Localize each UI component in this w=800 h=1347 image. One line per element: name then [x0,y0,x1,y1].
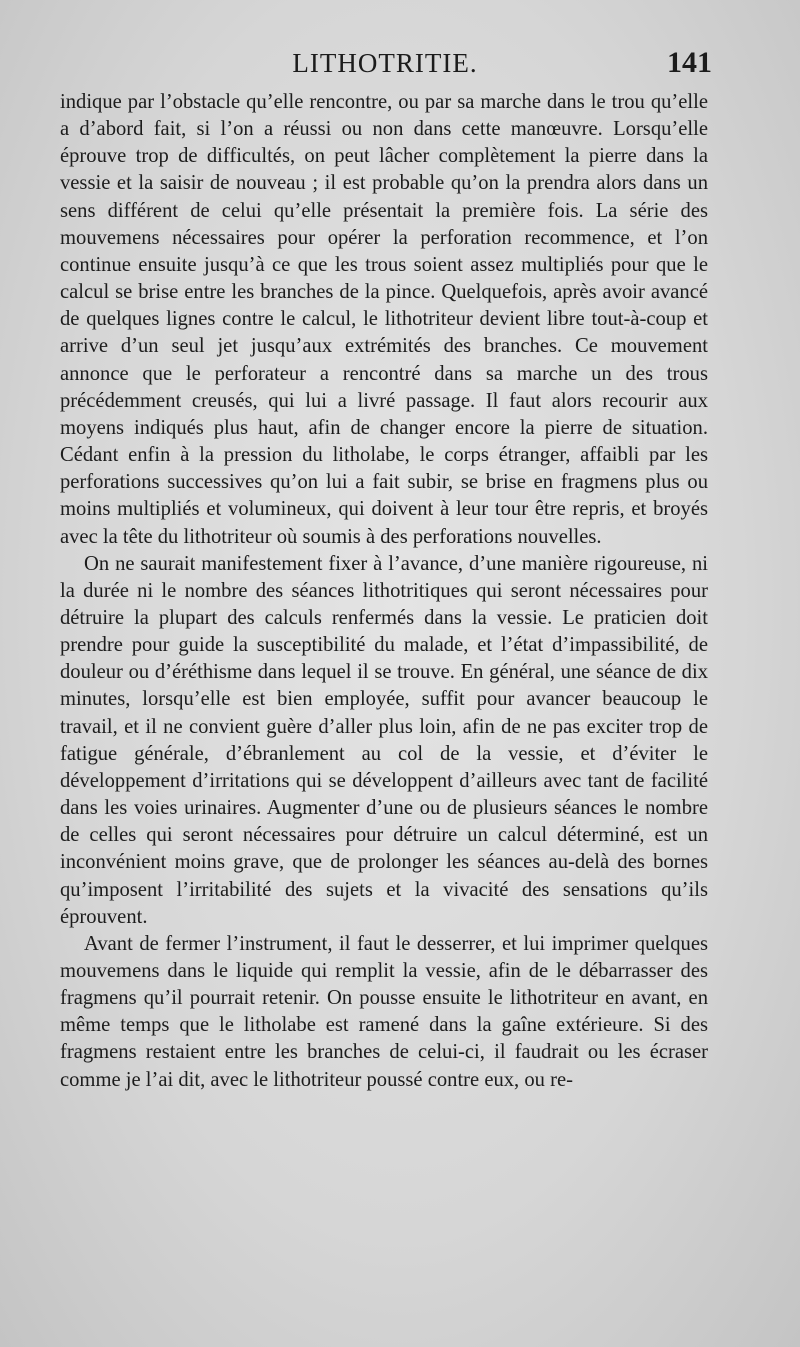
paragraph: indique par l’obstacle qu’elle rencontre, ou par sa marche dans le trou qu’elle a d’abord fait, si l’on a réussi ou non dans cette manœuvre. Lorsqu’elle éprouve trop de difficultés, on peut lâcher complètement la pierre dans la vessie et la saisir de nouveau ; il est probable qu’on la prendra alors dans un sens différent de celui qu’elle présentait la première fois. La série des mouvemens nécessaires pour opérer la perforation recommence, et l’on continue ensuite jusqu’à ce que les trous soient assez multipliés pour que le calcul se brise entre les branches de la pince. Quelquefois, après avoir avancé de quelques lignes contre le calcul, le lithotriteur devient libre tout-à-coup et arrive d’un seul jet jusqu’aux extrémités des branches. Ce mouvement annonce que le perforateur a rencontré dans sa marche un des trous précédemment creusés, qui lui a livré passage. Il faut alors recourir aux moyens indiqués plus haut, afin de changer encore la pierre de situation. Cédant enfin à la pression du litholabe, le corps étranger, affaibli par les perforations successives qu’on lui a fait subir, se brise en fragmens plus ou moins multipliés et volumineux, qui doivent à leur tour être repris, et broyés avec la tête du lithotriteur où soumis à des perforations nouvelles. [60,91,708,548]
running-header [60,44,710,84]
paragraph: Avant de fermer l’instrument, il faut le desserrer, et lui imprimer quelques mouvemens dans le liquide qui remplit la vessie, afin de le débarrasser des fragmens qu’il pourrait retenir. On pousse ensuite le lithotriteur en avant, en même temps que le litholabe est ramené dans la gaîne extérieure. Si des fragmens restaient entre les branches de celui-ci, il faudrait ou les écraser comme je l’ai dit, avec le lithotriteur poussé contre eux, ou re- [60,932,708,1091]
paragraph: On ne saurait manifestement fixer à l’avance, d’une manière rigoureuse, ni la durée ni le nombre des séances lithotritiques qui seront nécessaires pour détruire la plupart des calculs renfermés dans la vessie. Le praticien doit prendre pour guide la susceptibilité du malade, et l’état d’impassibilité, de douleur ou d’éréthisme dans lequel il se trouve. En général, une séance de dix minutes, lorsqu’elle est bien employée, suffit pour avancer beaucoup le travail, et il ne convient guère d’aller plus loin, afin de ne pas exciter trop de fatigue générale, d’ébranlement au col de la vessie, et d’éviter le développement d’irritations qui se développent d’ailleurs avec tant de facilité dans les voies urinaires. Augmenter d’une ou de plusieurs séances le nombre de celles qui seront nécessaires pour détruire un calcul déterminé, est un inconvénient moins grave, que de prolonger les séances au-delà des bornes qu’imposent l’irritabilité des sujets et la vivacité des sensations qu’ils éprouvent. [60,552,708,928]
running-title: LITHOTRITIE. [292,48,478,78]
page-number: 141 [667,46,712,79]
body-text [60,89,708,1094]
